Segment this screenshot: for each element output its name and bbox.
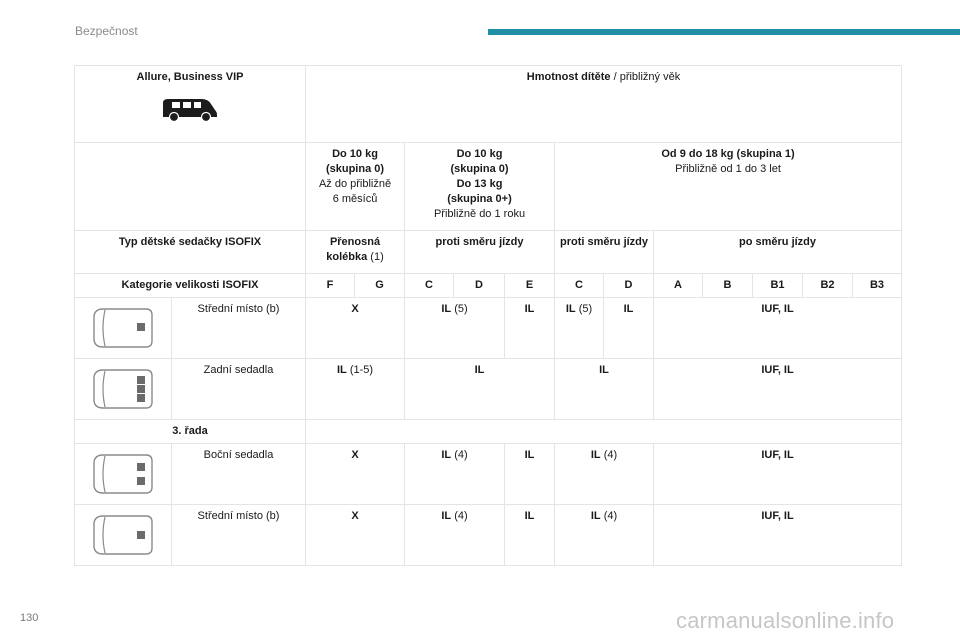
weight-line: Do 13 kg	[456, 178, 503, 190]
header-row	[75, 66, 902, 143]
seat-diagram-cell	[75, 444, 172, 505]
size-category	[454, 274, 505, 298]
size-category	[355, 274, 405, 298]
forward-facing-cell	[654, 231, 902, 274]
size-category-label	[75, 274, 306, 298]
value-text: IUF, IL	[761, 364, 794, 376]
value-text: IL	[524, 303, 535, 315]
value-cell	[604, 298, 654, 359]
weight-title: Hmotnost dítěte	[526, 71, 611, 83]
value-note: (5)	[575, 303, 593, 315]
value-cell	[405, 505, 505, 566]
size-category	[753, 274, 803, 298]
value-note: (4)	[600, 510, 618, 522]
seat-position-label	[172, 359, 306, 420]
value-text: IL	[441, 449, 452, 461]
size-category-value: E	[525, 279, 534, 291]
rear-facing-label: proti směru jízdy	[435, 236, 524, 248]
size-category-value: C	[575, 279, 583, 291]
value-cell	[555, 444, 654, 505]
value-text: IL	[623, 303, 634, 315]
weight-line: Od 9 do 18 kg (skupina 1)	[661, 148, 795, 160]
isofix-table	[74, 65, 902, 566]
seat-position-text: Zadní sedadla	[203, 364, 274, 376]
car-seat-middle-icon	[91, 306, 155, 350]
value-text: IL	[524, 510, 535, 522]
value-text: X	[351, 510, 359, 522]
size-category-value: A	[674, 279, 682, 291]
seat-row-rear	[75, 359, 902, 420]
value-cell	[505, 505, 555, 566]
empty-cell	[306, 420, 902, 444]
weight-title-suffix: / přibližný věk	[610, 71, 681, 83]
value-text: IL	[590, 510, 601, 522]
weight-line: Do 10 kg	[332, 148, 378, 160]
value-note: (1-5)	[346, 364, 374, 376]
seat-position-text: Střední místo (b)	[197, 510, 280, 522]
weight-line: Do 10 kg	[456, 148, 503, 160]
value-cell	[555, 298, 604, 359]
forward-facing-label: po směru jízdy	[739, 236, 817, 248]
car-seat-third-row-middle-icon	[91, 513, 155, 557]
size-category-value: G	[375, 279, 384, 291]
value-cell	[306, 298, 405, 359]
size-category-label-text: Kategorie velikosti ISOFIX	[121, 279, 259, 291]
carrycot-label: Přenosná kolébka	[326, 236, 381, 263]
section-title: Bezpečnost	[75, 24, 138, 38]
size-category-value: D	[475, 279, 483, 291]
weight-title-cell	[306, 66, 902, 143]
value-cell	[555, 505, 654, 566]
value-text: IUF, IL	[761, 449, 794, 461]
value-text: X	[351, 303, 359, 315]
value-cell	[654, 505, 902, 566]
value-note: (4)	[451, 510, 468, 522]
age-line: Až do přibližně	[318, 178, 392, 190]
value-text: IUF, IL	[761, 303, 794, 315]
seat-position-label	[172, 298, 306, 359]
empty-cell	[75, 143, 306, 231]
value-text: IL	[441, 510, 452, 522]
rear-facing-cell-1	[405, 231, 555, 274]
size-category-value: F	[326, 279, 334, 291]
rear-facing-cell-2	[555, 231, 654, 274]
seat-position-label	[172, 444, 306, 505]
size-category	[853, 274, 902, 298]
seat-type-label	[75, 231, 306, 274]
size-category-value: C	[425, 279, 433, 291]
seat-type-row	[75, 231, 902, 274]
carrycot-note: (1)	[367, 251, 384, 263]
age-line: 6 měsíců	[332, 193, 378, 205]
age-line: Přibližně do 1 roku	[433, 208, 526, 220]
seat-diagram-cell	[75, 359, 172, 420]
size-category-value: B3	[869, 279, 885, 291]
value-text: IL	[590, 449, 601, 461]
value-text: X	[351, 449, 359, 461]
value-cell	[405, 359, 555, 420]
weight-line: (skupina 0)	[325, 163, 385, 175]
third-row-label: 3. řada	[172, 425, 208, 437]
value-text: IUF, IL	[761, 510, 794, 522]
seat-diagram-cell	[75, 505, 172, 566]
seat-type-label-text: Typ dětské sedačky ISOFIX	[118, 236, 262, 248]
value-note: (4)	[600, 449, 618, 461]
van-icon	[162, 95, 218, 123]
age-line: Přibližně od 1 do 3 let	[675, 163, 781, 175]
value-cell	[405, 444, 505, 505]
value-cell	[306, 359, 405, 420]
size-category	[555, 274, 604, 298]
value-note: (5)	[451, 303, 468, 315]
seat-position-text: Střední místo (b)	[197, 303, 280, 315]
value-note: (4)	[451, 449, 468, 461]
size-category	[703, 274, 753, 298]
value-text: IL	[524, 449, 535, 461]
seat-diagram-cell	[75, 298, 172, 359]
value-text: IL	[441, 303, 452, 315]
value-cell	[654, 359, 902, 420]
versions-cell	[75, 66, 306, 143]
seat-row-middle	[75, 298, 902, 359]
value-cell	[654, 298, 902, 359]
size-category	[505, 274, 555, 298]
header-accent-bar	[488, 29, 960, 35]
size-category-value: B2	[820, 279, 835, 291]
weight-line: (skupina 0)	[450, 163, 509, 175]
size-category	[306, 274, 355, 298]
third-row-section	[75, 420, 902, 444]
size-category-value: B1	[770, 279, 785, 291]
seat-row-third-middle	[75, 505, 902, 566]
value-cell	[654, 444, 902, 505]
value-text: IL	[474, 364, 485, 376]
size-category-value: D	[624, 279, 633, 291]
value-text: IL	[565, 303, 576, 315]
car-seat-rear-bench-icon	[91, 367, 155, 411]
value-cell	[306, 505, 405, 566]
weight-group-1	[555, 143, 902, 231]
value-cell	[505, 298, 555, 359]
value-cell	[306, 444, 405, 505]
size-category	[654, 274, 703, 298]
size-category-value: B	[723, 279, 732, 291]
value-text: IL	[599, 364, 609, 376]
value-cell	[555, 359, 654, 420]
seat-position-text: Boční sedadla	[203, 449, 274, 461]
weight-line: (skupina 0+)	[447, 193, 512, 205]
seat-position-label	[172, 505, 306, 566]
value-cell	[405, 298, 505, 359]
seat-row-third-sides	[75, 444, 902, 505]
car-seat-third-row-sides-icon	[91, 452, 155, 496]
watermark: carmanualsonline.info	[676, 608, 895, 633]
versions-label: Allure, Business VIP	[136, 71, 244, 83]
size-category	[405, 274, 454, 298]
weights-row	[75, 143, 902, 231]
size-category-row	[75, 274, 902, 298]
weight-group-0plus	[405, 143, 555, 231]
page-number: 130	[20, 612, 39, 624]
size-category	[803, 274, 853, 298]
value-text: IL	[336, 364, 347, 376]
rear-facing-label: proti směru jízdy	[560, 236, 649, 248]
weight-group-0	[306, 143, 405, 231]
value-cell	[505, 444, 555, 505]
carrycot-cell	[306, 231, 405, 274]
size-category	[604, 274, 654, 298]
section-label-cell	[75, 420, 306, 444]
